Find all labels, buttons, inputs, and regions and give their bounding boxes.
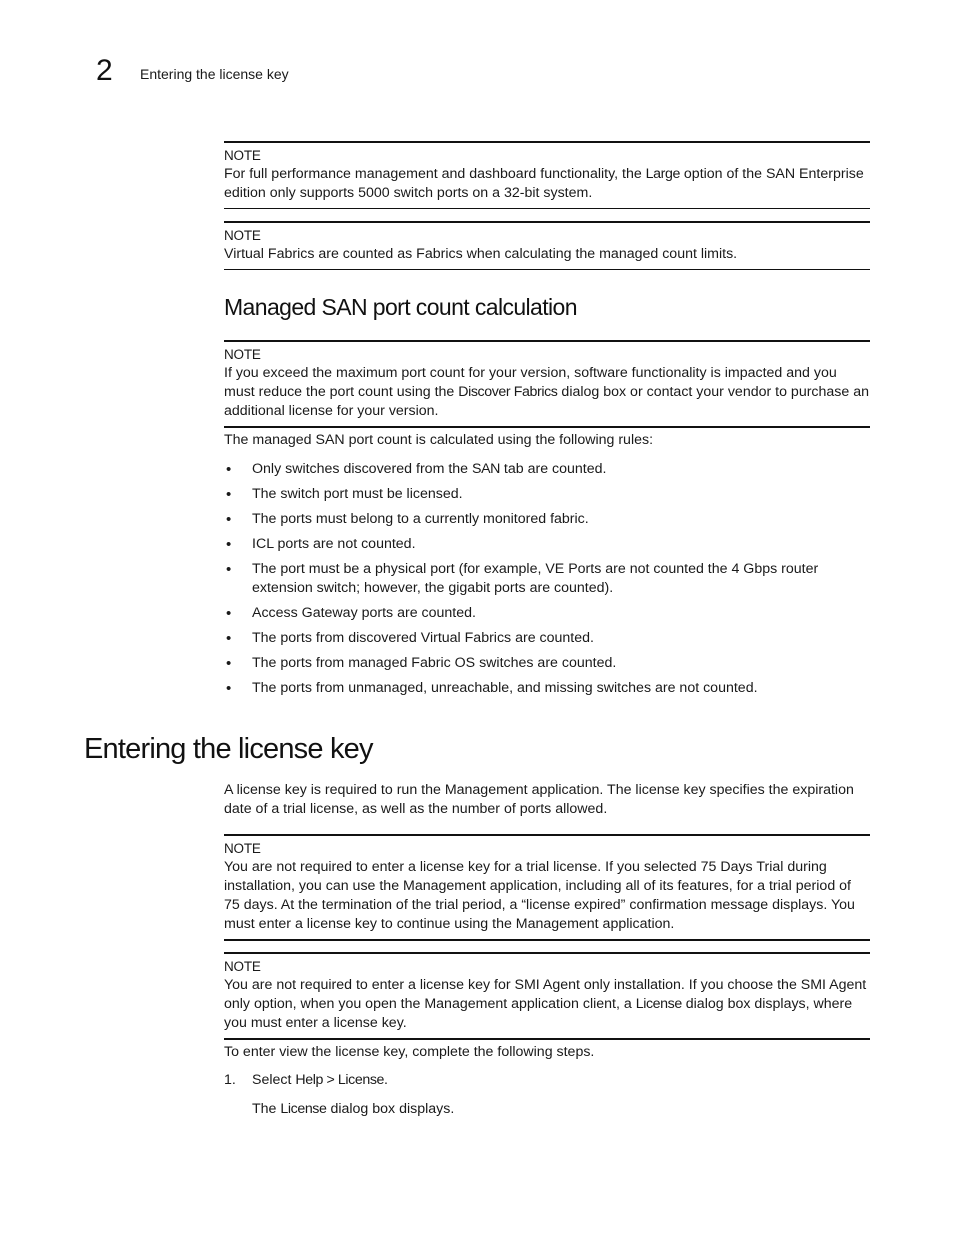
note-label: NOTE (224, 148, 261, 163)
list-item: • The ports must belong to a currently monitored fabric. (224, 510, 870, 529)
chapter-number: 2 (96, 54, 113, 87)
note-text: Virtual Fabrics are counted as Fabrics when calculating the managed count limits. (224, 246, 738, 262)
section-heading-managed-san: Managed SAN port count calculation (224, 294, 577, 320)
list-item: • The switch port must be licensed. (224, 485, 870, 504)
list-item: • The port must be a physical port (for example, VE Ports are not counted the 4 Gbps router extension switch; however, the gigabit ports are counted). (224, 560, 870, 598)
note-label: NOTE (224, 228, 261, 243)
note-text: If you exceed the maximum port count for your version, software functionality is impacted and you must reduce the port count using the Discover Fabrics dialog box or contact your vendor to purchase an additional license for your version. (224, 365, 870, 419)
page-title: Entering the license key (84, 733, 373, 765)
list-item: • The ports from unmanaged, unreachable, and missing switches are not counted. (224, 679, 870, 698)
note-virtual-fabrics (224, 221, 870, 270)
list-item: • ICL ports are not counted. (224, 535, 870, 554)
note-label: NOTE (224, 841, 261, 856)
note-trial-license (224, 834, 870, 941)
ui-term: SAN (472, 461, 500, 477)
list-item: • Access Gateway ports are counted. (224, 604, 870, 623)
note-text: You are not required to enter a license key for SMI Agent only installation. If you choose the SMI Agent only option, when you open the Management application client, a License dialog box displays, where you must enter a license key. (224, 977, 867, 1031)
steps-intro: To enter view the license key, complete the following steps. (224, 1044, 595, 1060)
ui-term: Discover Fabrics (458, 384, 558, 400)
list-item: • The ports from managed Fabric OS switches are counted. (224, 654, 870, 673)
note-performance (224, 141, 870, 209)
port-count-rules (224, 460, 870, 704)
note-text: For full performance management and dashboard functionality, the Large option of the SAN Enterprise edition only supports 5000 switch ports on a 32-bit system. (224, 166, 864, 201)
license-intro: A license key is required to run the Management application. The license key specifies the expiration date of a trial license, as well as the number of ports allowed. (224, 782, 854, 817)
list-item: • The ports from discovered Virtual Fabrics are counted. (224, 629, 870, 648)
note-label: NOTE (224, 959, 261, 974)
note-port-count (224, 340, 870, 428)
ui-term: License (635, 996, 682, 1012)
step-number: 1. (224, 1072, 236, 1088)
step-1: 1. Select Help > License. (224, 1072, 388, 1088)
note-smi-agent (224, 952, 870, 1040)
ui-term: Help > License (295, 1072, 385, 1088)
note-text: You are not required to enter a license key for a trial license. If you selected 75 Days Trial during installation, you can use the Management application, including all of its features, for a trial period of 75 days. At the termination of the trial period, a “license expired” confirmation message displays. You must enter a license key to continue using the Management application. (224, 859, 855, 932)
ui-term: License (280, 1101, 327, 1117)
list-item: • Only switches discovered from the SAN tab are counted. (224, 460, 870, 479)
running-header-title: Entering the license key (140, 66, 289, 82)
port-count-intro: The managed SAN port count is calculated using the following rules: (224, 432, 654, 448)
note-label: NOTE (224, 347, 261, 362)
ui-term: Large (645, 166, 680, 182)
step-1-result: The License dialog box displays. (252, 1101, 455, 1117)
